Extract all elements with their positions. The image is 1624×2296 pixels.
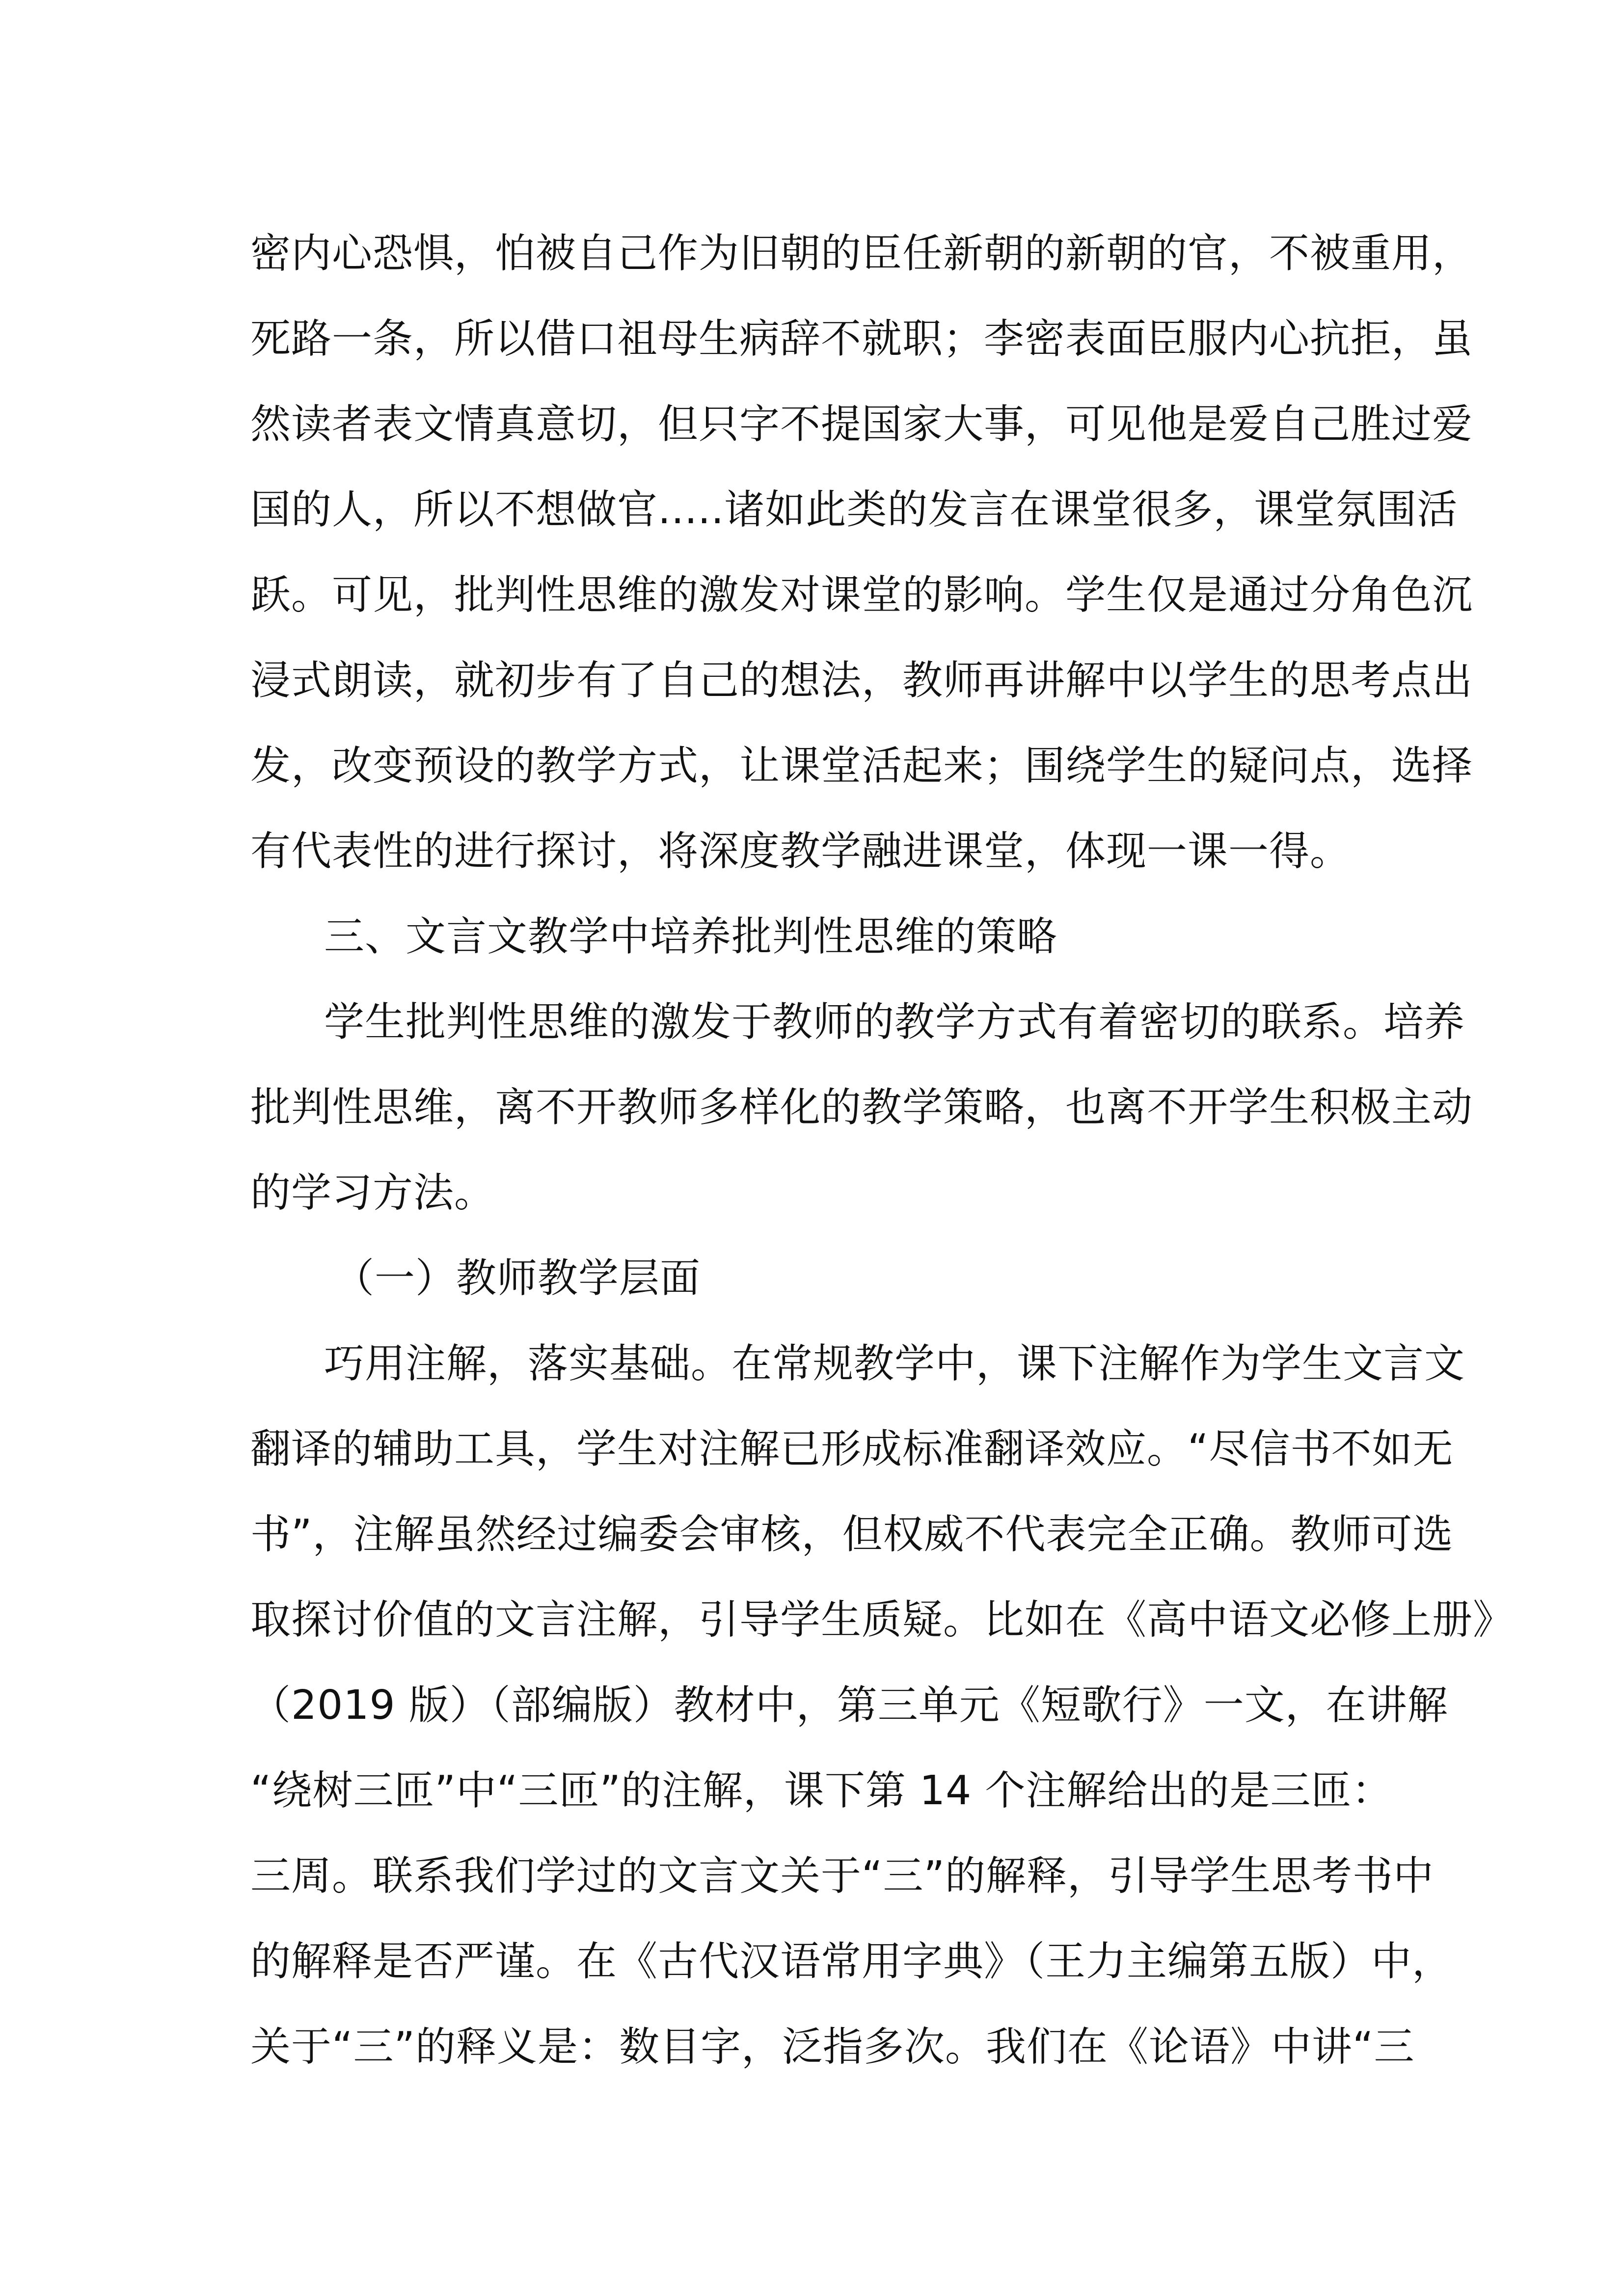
subsection-heading: （一）教师教学层面 — [334, 1255, 701, 1302]
paragraph-line: 跃。可见，批判性思维的激发对课堂的影响。学生仅是通过分角色沉 — [250, 572, 1473, 618]
section-heading: 三、文言文教学中培养批判性思维的策略 — [324, 913, 1058, 960]
paragraph-line: 死路一条，所以借口祖母生病辞不就职；李密表面臣服内心抗拒，虽 — [250, 316, 1473, 362]
paragraph-line: 然读者表文情真意切，但只字不提国家大事，可见他是爱自己胜过爱 — [250, 401, 1473, 448]
paragraph-line: 翻译的辅助工具，学生对注解已形成标准翻译效应。“尽信书不如无 — [250, 1426, 1454, 1472]
paragraph-line: 发，改变预设的教学方式，让课堂活起来；围绕学生的疑问点，选择 — [250, 743, 1473, 789]
paragraph-line: 书”，注解虽然经过编委会审核，但权威不代表完全正确。教师可选 — [250, 1511, 1454, 1558]
paragraph-line: 密内心恐惧，怕被自己作为旧朝的臣任新朝的新朝的官，不被重用， — [250, 230, 1473, 277]
paragraph-line: 关于“三”的释义是：数目字，泛指多次。我们在《论语》中讲“三 — [250, 2024, 1415, 2070]
paragraph-line: “绕树三匝”中“三匝”的注解，课下第 14 个注解给出的是三匝： — [250, 1767, 1393, 1814]
paragraph-line: （2019 版）（部编版）教材中，第三单元《短歌行》一文，在讲解 — [250, 1682, 1448, 1729]
paragraph-line: 巧用注解，落实基础。在常规教学中，课下注解作为学生文言文 — [324, 1340, 1465, 1387]
paragraph-line: 取探讨价值的文言注解，引导学生质疑。比如在《高中语文必修上册》 — [250, 1597, 1514, 1643]
paragraph-line: 的解释是否严谨。在《古代汉语常用字典》（王力主编第五版）中， — [250, 1938, 1453, 1985]
paragraph-line: 国的人，所以不想做官.....诸如此类的发言在课堂很多，课堂氛围活 — [250, 486, 1458, 533]
paragraph-line: 浸式朗读，就初步有了自己的想法，教师再讲解中以学生的思考点出 — [250, 657, 1473, 704]
paragraph-line: 批判性思维，离不开教师多样化的教学策略，也离不开学生积极主动 — [250, 1084, 1473, 1131]
paragraph-line: 有代表性的进行探讨，将深度教学融进课堂，体现一课一得。 — [250, 828, 1351, 875]
paragraph-line: 学生批判性思维的激发于教师的教学方式有着密切的联系。培养 — [324, 999, 1465, 1045]
body-text — [250, 211, 1514, 2090]
paragraph-line: 三周。联系我们学过的文言文关于“三”的解释，引导学生思考书中 — [250, 1853, 1434, 1899]
paragraph-line: 的学习方法。 — [250, 1170, 495, 1216]
